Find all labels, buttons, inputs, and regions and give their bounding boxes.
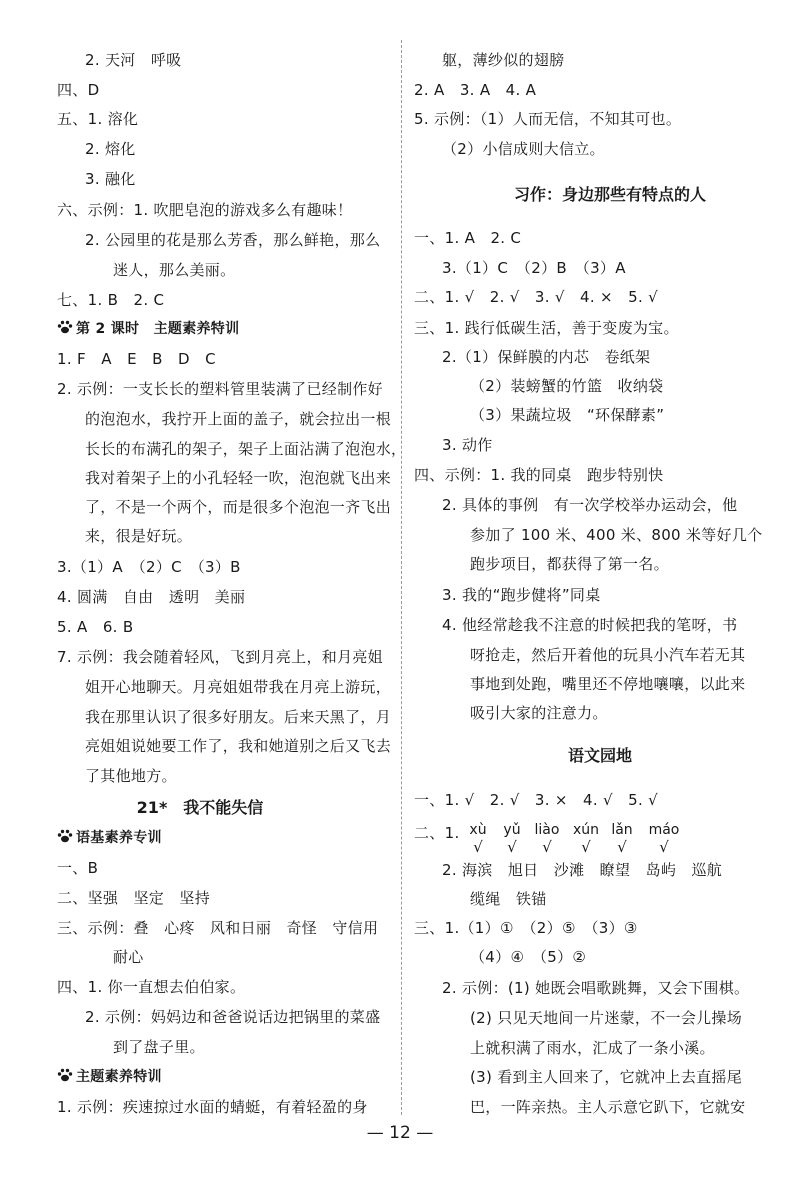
pinyin-text: xún [572, 822, 600, 838]
pinyin-item [642, 822, 686, 856]
section-subheading [57, 827, 162, 849]
column-divider [401, 40, 402, 1115]
pinyin-text: yǔ [503, 822, 521, 838]
answer-line: 1. 示例：疾速掠过水面的蜻蜓，有着轻盈的身 [57, 1098, 368, 1116]
paw-icon [57, 1068, 73, 1082]
answer-line: 四、1. 你一直想去伯伯家。 [57, 978, 246, 996]
answer-line: 三、示例：叠 心疼 风和日丽 奇怪 守信用 [57, 919, 379, 937]
answer-line: 四、示例：1. 我的同桌 跑步特别快 [414, 466, 664, 484]
answer-line: 躯，薄纱似的翅膀 [442, 51, 565, 69]
answer-line: 4. 他经常趁我不注意的时候把我的笔呀，书 [442, 616, 738, 634]
answer-line: 了，不是一个两个，而是很多个泡泡一齐飞出 [85, 498, 392, 516]
answer-line: 3. 动作 [442, 436, 493, 454]
answer-line: 参加了 100 米、400 米、800 米等好几个 [470, 526, 763, 544]
answer-line: （3）果蔬垃圾 “环保酵素” [470, 406, 665, 424]
answer-line: 巴，一阵亲热。主人示意它趴下，它就安 [470, 1098, 746, 1116]
answer-line: 2. 天河 呼吸 [85, 51, 182, 69]
answer-line: 迷人，那么美丽。 [113, 261, 236, 279]
answer-line: 姐开心地聊天。月亮姐姐带我在月亮上游玩， [85, 678, 392, 696]
section-subheading [57, 1066, 162, 1088]
answer-line: 2. 海滨 旭日 沙滩 瞭望 岛屿 巡航 [442, 861, 723, 879]
answer-line: 上就积满了雨水，汇成了一条小溪。 [470, 1039, 715, 1057]
answer-line: 7. 示例：我会随着轻风，飞到月亮上，和月亮姐 [57, 648, 383, 666]
answer-line: 2. A 3. A 4. A [414, 81, 537, 99]
subheading-text: 第 2 课时 主题素养特训 [76, 321, 240, 337]
answer-line: （2）装螃蟹的竹篮 收纳袋 [470, 377, 664, 395]
answer-line: 亮姐姐说她要工作了，我和她道别之后又飞去 [85, 737, 392, 755]
check-mark: √ [507, 838, 517, 856]
answer-line: （2）小信成则大信立。 [442, 140, 605, 158]
answer-line: 我对着架子上的小孔轻轻一吹，泡泡就飞出来 [85, 469, 392, 487]
subheading-text: 主题素养特训 [76, 1069, 162, 1085]
answer-line: 3. 我的“跑步健将”同桌 [442, 586, 601, 604]
answer-line: 1. F A E B D C [57, 350, 216, 368]
answer-line: 呀抢走，然后开着他的玩具小汽车若无其 [470, 646, 746, 664]
answer-line: 三、1.（1）① （2）⑤ （3）③ [414, 919, 638, 937]
answer-line: 3.（1）C （2）B （3）A [442, 259, 626, 277]
answer-line: 七、1. B 2. C [57, 291, 165, 309]
subheading-text: 语基素养专训 [76, 830, 162, 846]
answer-line: 的泡泡水，我拧开上面的盖子，就会拉出一根 [85, 410, 392, 428]
answer-line: 2. 示例：(1) 她既会唱歌跳舞，又会下围棋。 [442, 979, 750, 997]
pinyin-text: lǎn [611, 822, 633, 838]
answer-line: 2. 示例：妈妈边和爸爸说话边把锅里的菜盛 [85, 1008, 381, 1026]
answer-line: 2. 熔化 [85, 140, 136, 158]
check-mark: √ [617, 838, 627, 856]
check-mark: √ [473, 838, 483, 856]
section-heading: 语文园地 [567, 746, 632, 765]
pinyin-text: máo [648, 822, 680, 838]
pinyin-item [600, 822, 644, 856]
lesson-heading: 21* 我不能失信 [136, 798, 264, 817]
answer-line: (3) 看到主人回来了，它就冲上去直摇尾 [470, 1068, 743, 1086]
answer-line: 五、1. 溶化 [57, 110, 139, 128]
pinyin-text: xù [469, 822, 487, 838]
check-mark: √ [542, 838, 552, 856]
answer-line: 二、坚强 坚定 坚持 [57, 889, 211, 907]
answer-line: 5. A 6. B [57, 618, 134, 636]
page-number: — 12 — [366, 1123, 434, 1143]
section-subheading [57, 318, 239, 340]
answer-line: 四、D [57, 81, 100, 99]
answer-line: 一、1. √ 2. √ 3. × 4. √ 5. √ [414, 791, 658, 809]
answer-line: 2. 公园里的花是那么芳香，那么鲜艳，那么 [85, 231, 381, 249]
answer-line: 4. 圆满 自由 透明 美丽 [57, 588, 246, 606]
paw-icon [57, 320, 73, 334]
answer-line: 一、B [57, 859, 99, 877]
answer-line: 三、1. 践行低碳生活，善于变废为宝。 [414, 319, 679, 337]
pinyin-item [525, 822, 569, 856]
answer-line: 我在那里认识了很多好朋友。后来天黑了，月 [85, 708, 392, 726]
answer-line: 跑步项目，都获得了第一名。 [470, 555, 669, 573]
answer-line: 耐心 [113, 948, 144, 966]
answer-line: 来，很是好玩。 [85, 527, 193, 545]
answer-line: 3.（1）A （2）C （3）B [57, 558, 241, 576]
answer-line: 事地到处跑，嘴里还不停地嚷嚷，以此来 [470, 675, 746, 693]
answer-line: 3. 融化 [85, 170, 136, 188]
answer-line: 到了盘子里。 [113, 1038, 205, 1056]
answer-line: 2.（1）保鲜膜的内芯 卷纸架 [442, 348, 651, 366]
pinyin-text: liào [534, 822, 560, 838]
answer-line: 了其他地方。 [85, 767, 177, 785]
answer-line: 二、1. [414, 824, 460, 842]
answer-line: 二、1. √ 2. √ 3. √ 4. × 5. √ [414, 288, 658, 306]
answer-line: 六、示例：1. 吹肥皂泡的游戏多么有趣味！ [57, 201, 353, 219]
answer-line: 2. 具体的事例 有一次学校举办运动会，他 [442, 496, 738, 514]
answer-line: 长长的布满孔的架子，架子上面沾满了泡泡水， [85, 440, 407, 458]
section-heading: 习作：身边那些有特点的人 [513, 185, 706, 204]
answer-line: 吸引大家的注意力。 [470, 704, 608, 722]
answer-line: 缆绳 铁锚 [470, 890, 547, 908]
answer-line: 一、1. A 2. C [414, 229, 522, 247]
paw-icon [57, 829, 73, 843]
check-mark: √ [581, 838, 591, 856]
answer-line: （4）④ （5）② [470, 948, 587, 966]
check-mark: √ [659, 838, 669, 856]
answer-line: 5. 示例：（1）人而无信，不知其可也。 [414, 110, 682, 128]
answer-line: (2) 只见天地间一片迷蒙，不一会儿操场 [470, 1009, 743, 1027]
answer-line: 2. 示例：一支长长的塑料管里装满了已经制作好 [57, 380, 383, 398]
